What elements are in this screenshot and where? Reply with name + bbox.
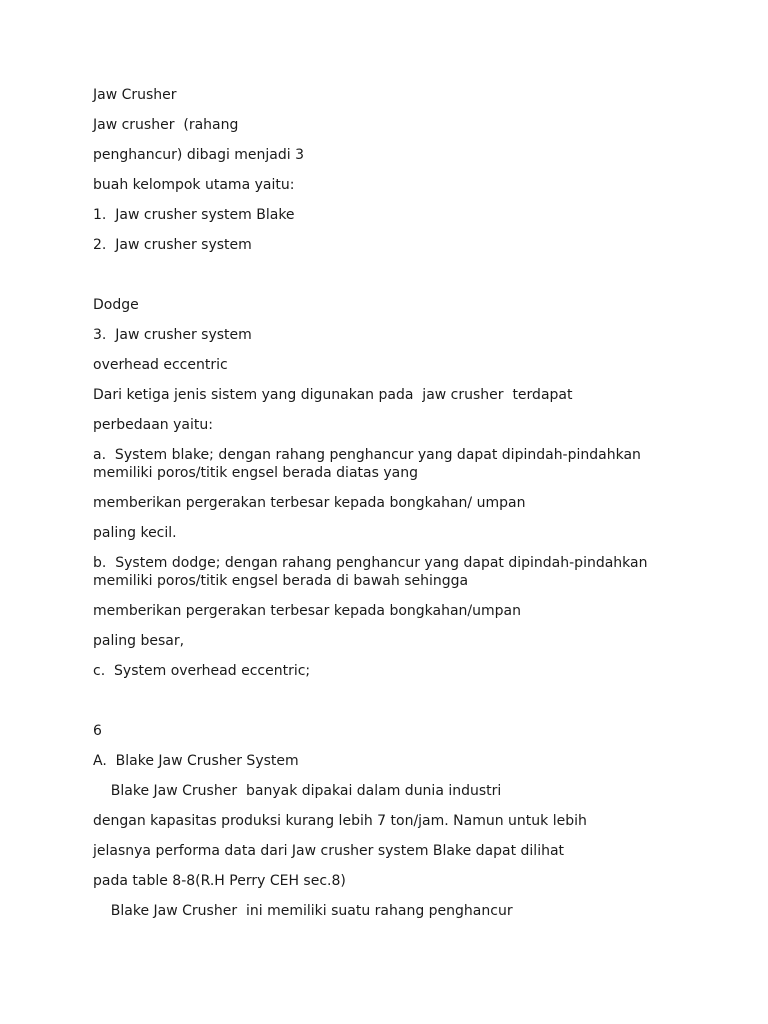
paragraph-line: dengan kapasitas produksi kurang lebih 7 ton/jam. Namun untuk lebih xyxy=(93,813,587,829)
list-item-3: 3. Jaw crusher system xyxy=(93,327,252,343)
list-item-3-continued: overhead eccentric xyxy=(93,357,228,373)
paragraph-line: pada table 8-8(R.H Perry CEH sec.8) xyxy=(93,873,346,889)
paragraph-line: Blake Jaw Crusher ini memiliki suatu rahang penghancur xyxy=(93,903,513,919)
list-item-b: b. System dodge; dengan rahang penghancur yang dapat dipindah-pindahkan xyxy=(93,555,648,571)
paragraph-line: paling kecil. xyxy=(93,525,177,541)
paragraph-line: penghancur) dibagi menjadi 3 xyxy=(93,147,305,163)
list-item-1: 1. Jaw crusher system Blake xyxy=(93,207,295,223)
section-heading-a: A. Blake Jaw Crusher System xyxy=(93,753,299,769)
paragraph-line: jelasnya performa data dari Jaw crusher system Blake dapat dilihat xyxy=(93,843,565,859)
paragraph-line: memberikan pergerakan terbesar kepada bongkahan/ umpan xyxy=(93,495,526,511)
paragraph-line: buah kelompok utama yaitu: xyxy=(93,177,295,193)
list-item-b-continued: memiliki poros/titik engsel berada di bawah sehingga xyxy=(93,573,469,589)
list-item-a: a. System blake; dengan rahang penghancur yang dapat dipindah-pindahkan xyxy=(93,447,641,463)
paragraph-line: Dari ketiga jenis sistem yang digunakan pada jaw crusher terdapat xyxy=(93,387,573,403)
heading-jaw-crusher: Jaw Crusher xyxy=(93,87,177,103)
paragraph-line: perbedaan yaitu: xyxy=(93,417,213,433)
page-number: 6 xyxy=(93,723,102,739)
paragraph-line: Jaw crusher (rahang xyxy=(93,117,239,133)
paragraph-line: paling besar, xyxy=(93,633,185,649)
list-item-2: 2. Jaw crusher system xyxy=(93,237,252,253)
list-item-a-continued: memiliki poros/titik engsel berada diatas yang xyxy=(93,465,418,481)
paragraph-line: Blake Jaw Crusher banyak dipakai dalam dunia industri xyxy=(93,783,502,799)
list-item-2-continued: Dodge xyxy=(93,297,139,313)
list-item-c: c. System overhead eccentric; xyxy=(93,663,311,679)
paragraph-line: memberikan pergerakan terbesar kepada bongkahan/umpan xyxy=(93,603,521,619)
